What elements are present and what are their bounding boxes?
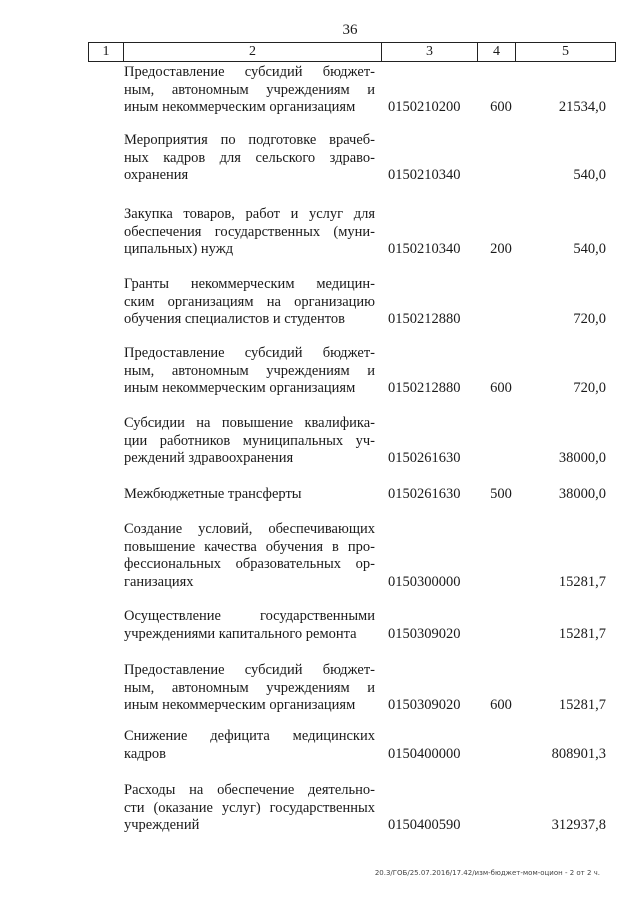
row-description-line: Создание условий, обеспечивающих: [124, 521, 375, 537]
row-code: 0150261630: [388, 486, 461, 502]
row-code: 0150212880: [388, 380, 461, 396]
row-amount: 312937,8: [551, 817, 606, 833]
row-description-line: иным некоммерческим организациям: [124, 99, 356, 115]
row-amount: 38000,0: [558, 450, 606, 466]
row-description-line: ганизациях: [124, 573, 194, 590]
row-code: 0150309020: [388, 625, 461, 642]
row-expense-type: 500: [490, 486, 512, 502]
row-code: 0150210340: [388, 241, 461, 257]
row-description-line: обеспечения государственных (муни-: [124, 223, 375, 240]
row-description-line: Закупка товаров, работ и услуг для: [124, 206, 375, 222]
row-code: 0150400000: [388, 745, 461, 762]
footer-stamp: 20.3/ГОБ/25.07.2016/17.42/изм-бюджет-мом-оцион - 2 от 2 ч.: [374, 869, 600, 877]
header-col-1: 1: [102, 44, 110, 59]
row-description-line: реждений здравоохранения: [124, 450, 294, 466]
row-description-line: ции работников муниципальных уч-: [124, 432, 375, 449]
row-code: 0150400590: [388, 817, 461, 833]
row-amount: 540,0: [573, 241, 606, 257]
row-amount: 15281,7: [558, 573, 606, 590]
row-description-line: Гранты некоммерческим медицин-: [124, 276, 375, 292]
row-description-line: Предоставление субсидий бюджет-: [124, 345, 375, 361]
row-description-line: ципальных) нужд: [124, 241, 234, 257]
row-description: [124, 415, 375, 468]
row-description-line: фессиональных образовательных ор-: [124, 556, 375, 572]
row-description-line: ным, автономным учреждениям и: [124, 81, 375, 98]
header-col-3: 3: [381, 43, 477, 61]
row-description-line: иным некоммерческим организациям: [124, 380, 356, 396]
row-description: [124, 486, 375, 504]
row-amount: 720,0: [573, 311, 606, 327]
row-description-line: Осуществление государственными: [124, 608, 375, 624]
row-expense-type: 600: [490, 380, 512, 396]
row-description-line: Мероприятия по подготовке врачеб-: [124, 132, 375, 148]
row-description: [124, 132, 375, 185]
row-amount: 720,0: [573, 380, 606, 396]
row-amount: 21534,0: [558, 99, 606, 115]
row-code: 0150210200: [388, 99, 461, 115]
row-code: 0150300000: [388, 573, 461, 590]
table-header: [88, 42, 616, 62]
row-description: [124, 64, 375, 117]
row-amount: 808901,3: [551, 745, 606, 762]
row-code: 0150212880: [388, 311, 461, 327]
header-col-2: 2: [123, 43, 381, 61]
row-description: [124, 782, 375, 835]
row-description-line: Субсидии на повышение квалифика-: [124, 415, 375, 431]
row-description: [124, 728, 375, 763]
row-description-line: ных кадров для сельского здраво-: [124, 149, 375, 166]
row-description-line: сти (оказание услуг) государственных: [124, 799, 375, 816]
header-col-4: 4: [477, 43, 515, 61]
row-description-line: ным, автономным учреждениям и: [124, 679, 375, 696]
row-code: 0150210340: [388, 167, 461, 183]
row-description-line: кадров: [124, 745, 166, 762]
row-description-line: учреждений: [124, 817, 200, 833]
row-amount: 15281,7: [558, 697, 606, 713]
page-number: 36: [342, 22, 358, 38]
row-expense-type: 600: [490, 99, 512, 115]
row-description: [124, 206, 375, 259]
row-amount: 38000,0: [558, 486, 606, 502]
row-description-line: Межбюджетные трансферты: [124, 486, 302, 502]
row-amount: 540,0: [573, 167, 606, 183]
row-description-line: Расходы на обеспечение деятельно-: [124, 782, 375, 798]
row-description-line: Снижение дефицита медицинских: [124, 728, 375, 744]
row-code: 0150309020: [388, 697, 461, 713]
row-description: [124, 345, 375, 398]
row-description-line: охранения: [124, 167, 189, 183]
row-description-line: ским организациям на организацию: [124, 293, 375, 310]
row-description-line: обучения специалистов и студентов: [124, 311, 345, 327]
row-description: [124, 521, 375, 591]
row-amount: 15281,7: [558, 625, 606, 642]
row-expense-type: 600: [490, 697, 512, 713]
row-description-line: повышение качества обучения в про-: [124, 538, 375, 555]
row-description-line: ным, автономным учреждениям и: [124, 362, 375, 379]
header-col-5: 5: [515, 43, 615, 61]
row-description: [124, 276, 375, 329]
row-description-line: Предоставление субсидий бюджет-: [124, 64, 375, 80]
row-description: [124, 608, 375, 643]
row-description: [124, 662, 375, 715]
row-description-line: иным некоммерческим организациям: [124, 697, 356, 713]
row-expense-type: 200: [490, 241, 512, 257]
row-code: 0150261630: [388, 450, 461, 466]
row-description-line: Предоставление субсидий бюджет-: [124, 662, 375, 678]
row-description-line: учреждениями капитального ремонта: [124, 625, 357, 642]
